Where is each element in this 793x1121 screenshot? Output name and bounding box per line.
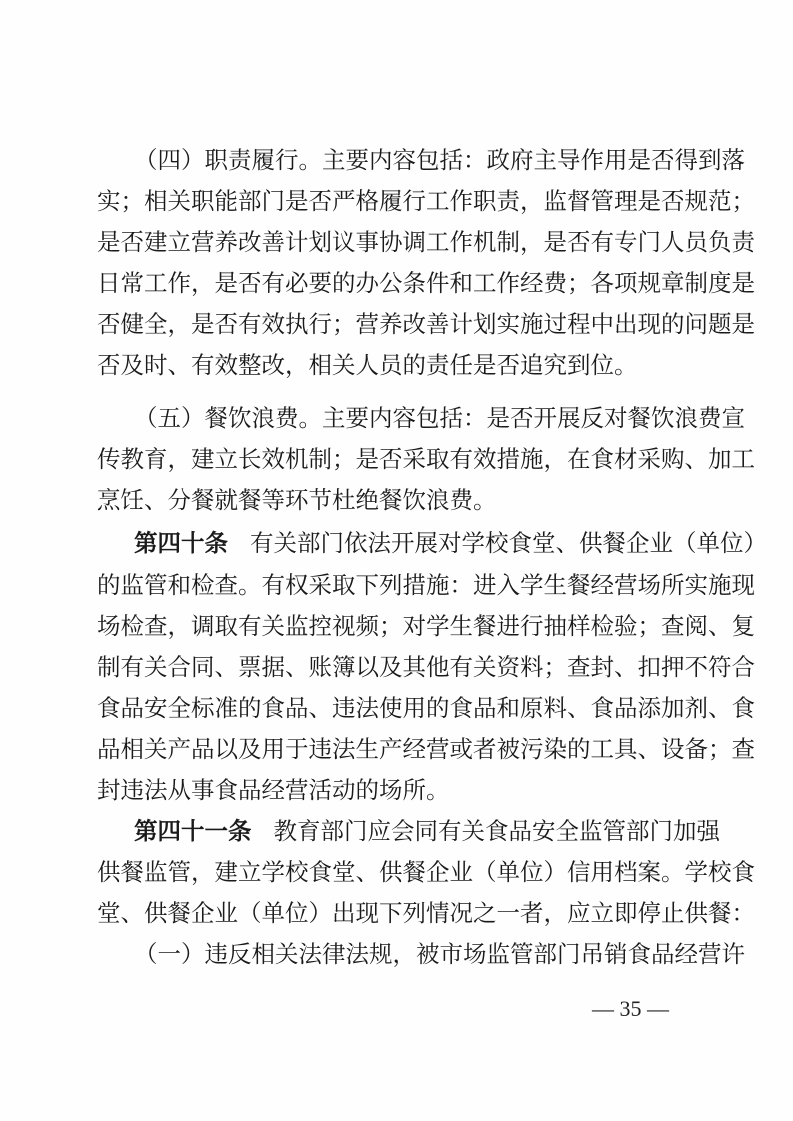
text-line: 供餐监管，建立学校食堂、供餐企业（单位）信用档案。学校食 bbox=[97, 858, 755, 886]
text-line: 有关部门依法开展对学校食堂、供餐企业（单位） bbox=[250, 529, 767, 557]
text-line: 烹饪、分餐就餐等环节杜绝餐饮浪费。 bbox=[97, 486, 497, 514]
text-line: 实；相关职能部门是否严格履行工作职责，监督管理是否规范； bbox=[97, 187, 755, 215]
text-line: 否及时、有效整改，相关人员的责任是否追究到位。 bbox=[97, 351, 638, 379]
article-41-heading: 第四十一条 bbox=[134, 817, 252, 845]
text-line: （五）餐饮浪费。主要内容包括：是否开展反对餐饮浪费宣 bbox=[134, 404, 745, 432]
text-line: 教育部门应会同有关食品安全监管部门加强 bbox=[273, 817, 720, 845]
page-number: — 35 — bbox=[592, 996, 669, 1021]
text-line: 是否建立营养改善计划议事协调工作机制，是否有专门人员负责 bbox=[97, 228, 755, 256]
text-line: 食品安全标准的食品、违法使用的食品和原料、食品添加剂、食 bbox=[97, 694, 755, 722]
text-line: （四）职责履行。主要内容包括：政府主导作用是否得到落 bbox=[134, 146, 745, 174]
text-line: 堂、供餐企业（单位）出现下列情况之一者，应立即停止供餐： bbox=[97, 899, 755, 927]
text-line: 否健全，是否有效执行；营养改善计划实施过程中出现的问题是 bbox=[97, 310, 755, 338]
text-line: 封违法从事食品经营活动的场所。 bbox=[97, 776, 450, 804]
text-line: （一）违反相关法律法规，被市场监管部门吊销食品经营许 bbox=[134, 940, 745, 968]
article-40-heading: 第四十条 bbox=[134, 529, 228, 557]
text-line: 日常工作，是否有必要的办公条件和工作经费；各项规章制度是 bbox=[97, 269, 755, 297]
text-line: 传教育，建立长效机制；是否采取有效措施，在食材采购、加工 bbox=[97, 445, 755, 473]
article-40-first-line bbox=[134, 523, 767, 563]
article-41-first-line bbox=[134, 811, 720, 851]
text-line: 场检查，调取有关监控视频；对学生餐进行抽样检验；查阅、复 bbox=[97, 612, 755, 640]
text-line: 品相关产品以及用于违法生产经营或者被污染的工具、设备；查 bbox=[97, 735, 755, 763]
text-line: 的监管和检查。有权采取下列措施：进入学生餐经营场所实施现 bbox=[97, 571, 755, 599]
text-line: 制有关合同、票据、账簿以及其他有关资料；查封、扣押不符合 bbox=[97, 653, 755, 681]
